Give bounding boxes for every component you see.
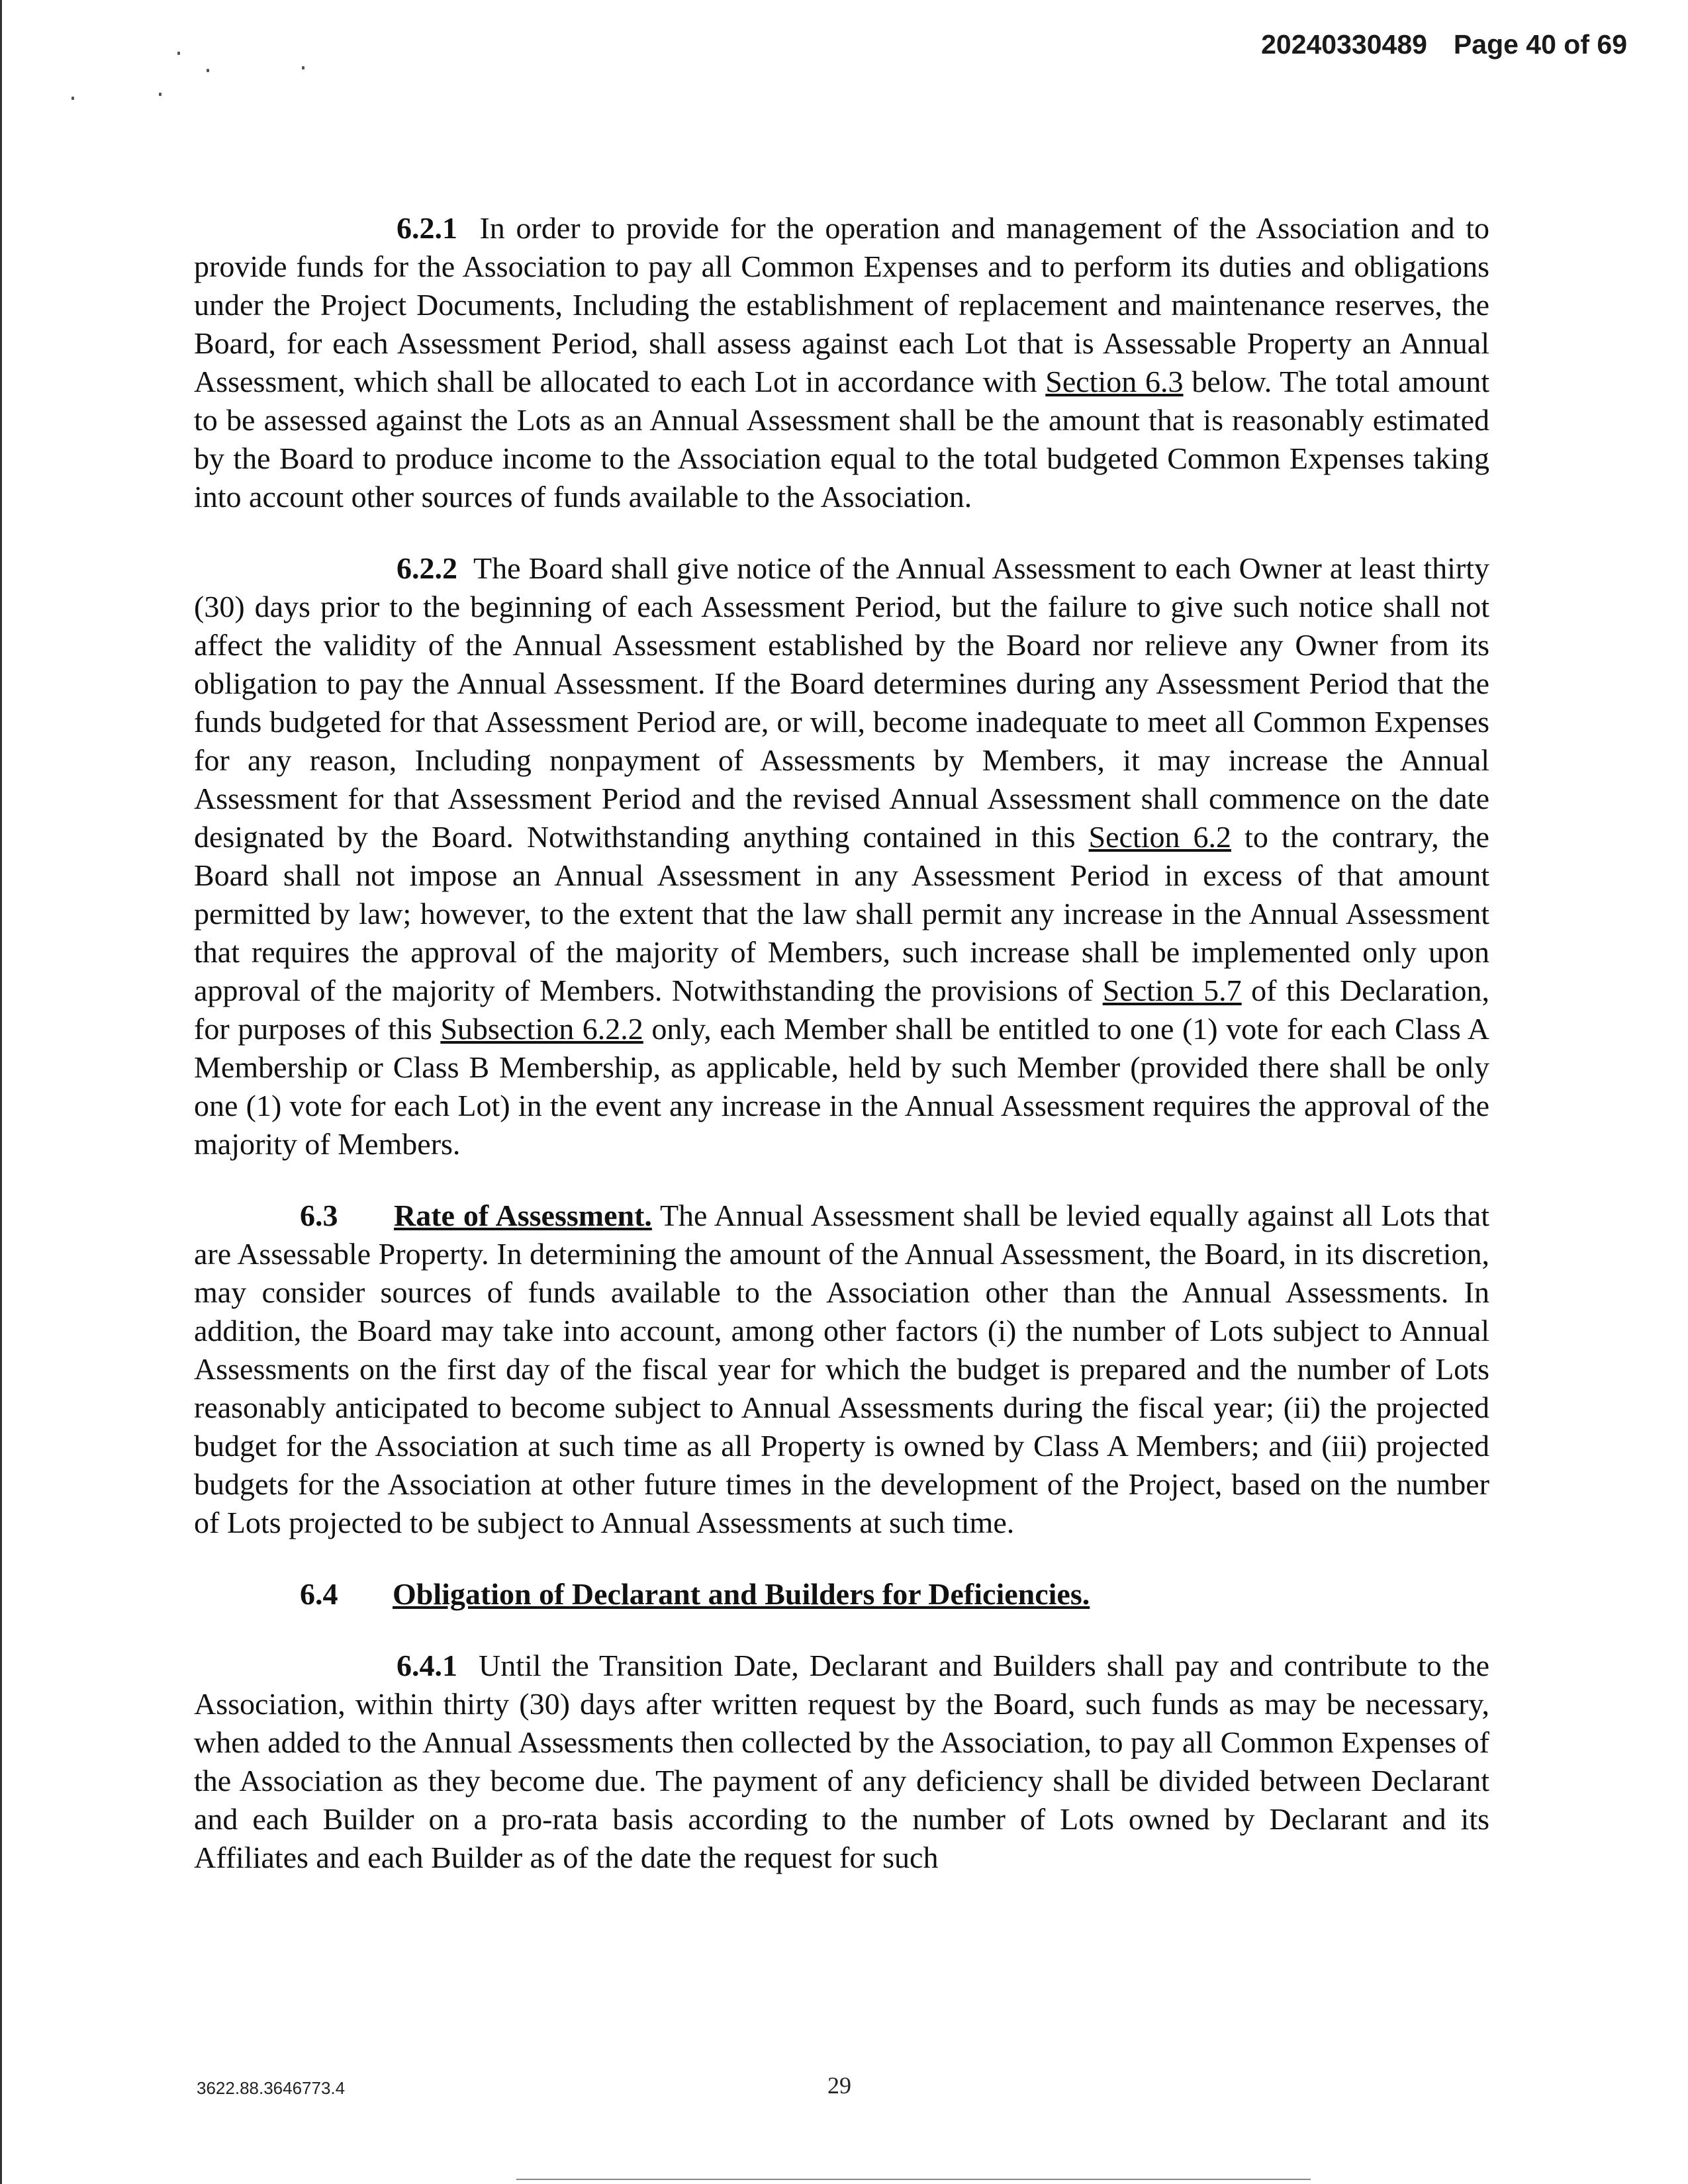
section-number: 6.4.1: [397, 1649, 457, 1682]
recording-stamp: [1261, 29, 1627, 60]
document-body: [194, 209, 1489, 1910]
paragraph-6-4: [194, 1575, 1489, 1614]
footer-document-id: 3622.88.3646773.4: [197, 2078, 346, 2098]
recording-number: 20240330489: [1261, 29, 1427, 60]
paragraph-6-2-1: [194, 209, 1489, 516]
section-number: 6.3: [300, 1199, 338, 1232]
paragraph-text: Until the Transition Date, Declarant and Builders shall pay and contribute to the Association, within thirty (30) days after written request by the Board, such funds as may be necessary, when added to the Annual Assessments then collected by the Association, to pay all Common Expenses of the Association as they become due. The payment of any deficiency shall be divided between Declarant and each Builder on a pro-rata basis according to the number of Lots owned by Declarant and its Affiliates and each Builder as of the date the request for such: [194, 1649, 1490, 1874]
section-heading: Rate of Assessment.: [394, 1199, 652, 1232]
paragraph-text: only, each Member shall be entitled to one (1) vote for each Class A Membership or Class B Membership, as applicable, held by such Member (provided there shall be only one (1) vote for each Lot) in the event any increase in the Annual Assessment requires the approval of the majority of Members.: [194, 1012, 1489, 1161]
scan-speck: [159, 93, 162, 96]
section-reference: Section 6.2: [1088, 820, 1232, 854]
paragraph-text: below. The total amount to be assessed against the Lots as an Annual Assessment shall be the amount that is reasonably estimated by the Board to produce income to the Association equal to the total budgeted Common Expenses taking into account other sources of funds available to the Association.: [194, 365, 1490, 514]
scan-speck: [71, 97, 74, 100]
section-number: 6.4: [300, 1577, 338, 1611]
section-reference: Subsection 6.2.2: [440, 1012, 643, 1046]
paragraph-text: The Annual Assessment shall be levied equally against all Lots that are Assessable Property. In determining the amount of the Annual Assessment, the Board, in its discretion, may consider sources of funds available to the Association other than the Annual Assessments. In addition, the Board may take into account, among other factors (i) the number of Lots subject to Annual Assessments on the first day of the fiscal year for which the budget is prepared and the number of Lots reasonably anticipated to become subject to Annual Assessments during the fiscal year; (ii) the projected budget for the Association at such time as all Property is owned by Class A Members; and (iii) projected budgets for the Association at other future times in the development of the Project, based on the number of Lots projected to be subject to Annual Assessments at such time.: [194, 1199, 1489, 1539]
section-reference: Section 6.3: [1045, 365, 1184, 398]
paragraph-6-2-2: [194, 549, 1489, 1163]
section-heading: Obligation of Declarant and Builders for Deficiencies.: [393, 1577, 1090, 1611]
section-reference: Section 5.7: [1102, 974, 1242, 1007]
scan-speck: [207, 69, 209, 72]
paragraph-text: In order to provide for the operation and management of the Association and to provide funds for the Association to pay all Common Expenses and to perform its duties and obligations under the Project Documents, Including the establishment of replacement and maintenance reserves, the Board, for each Assessment Period, shall assess against each Lot that is Assessable Property an Annual Assessment, which shall be allocated to each Lot in accordance with: [194, 211, 1490, 398]
paragraph-text: to the contrary, the Board shall not impose an Annual Assessment in any Assessment Period in excess of that amount permitted by law; however, to the extent that the law shall permit any increase in the Annual Assessment that requires the approval of the majority of Members, such increase shall be implemented only upon approval of the majority of Members. Notwithstanding the provisions of: [194, 820, 1489, 1007]
section-number: 6.2.2: [397, 551, 457, 585]
paragraph-text: of this Declaration, for purposes of this: [194, 974, 1490, 1046]
scan-left-edge: [0, 0, 2, 2184]
paragraph-6-3: [194, 1197, 1489, 1542]
page-of-total: Page 40 of 69: [1453, 29, 1627, 60]
paragraph-6-4-1: [194, 1647, 1489, 1877]
scan-speck: [177, 52, 180, 55]
scan-speck: [302, 66, 305, 69]
paragraph-text: The Board shall give notice of the Annual Assessment to each Owner at least thirty (30) days prior to the beginning of each Assessment Period, but the failure to give such notice shall not affect the validity of the Annual Assessment established by the Board nor relieve any Owner from its obligation to pay the Annual Assessment. If the Board determines during any Assessment Period that the funds budgeted for that Assessment Period are, or will, become inadequate to meet all Common Expenses for any reason, Including nonpayment of Assessments by Members, it may increase the Annual Assessment for that Assessment Period and the revised Annual Assessment shall commence on the date designated by the Board. Notwithstanding anything contained in this: [194, 551, 1490, 854]
section-number: 6.2.1: [397, 211, 457, 245]
scan-bottom-line: [516, 2179, 1311, 2180]
footer-page-number: 29: [827, 2072, 851, 2099]
